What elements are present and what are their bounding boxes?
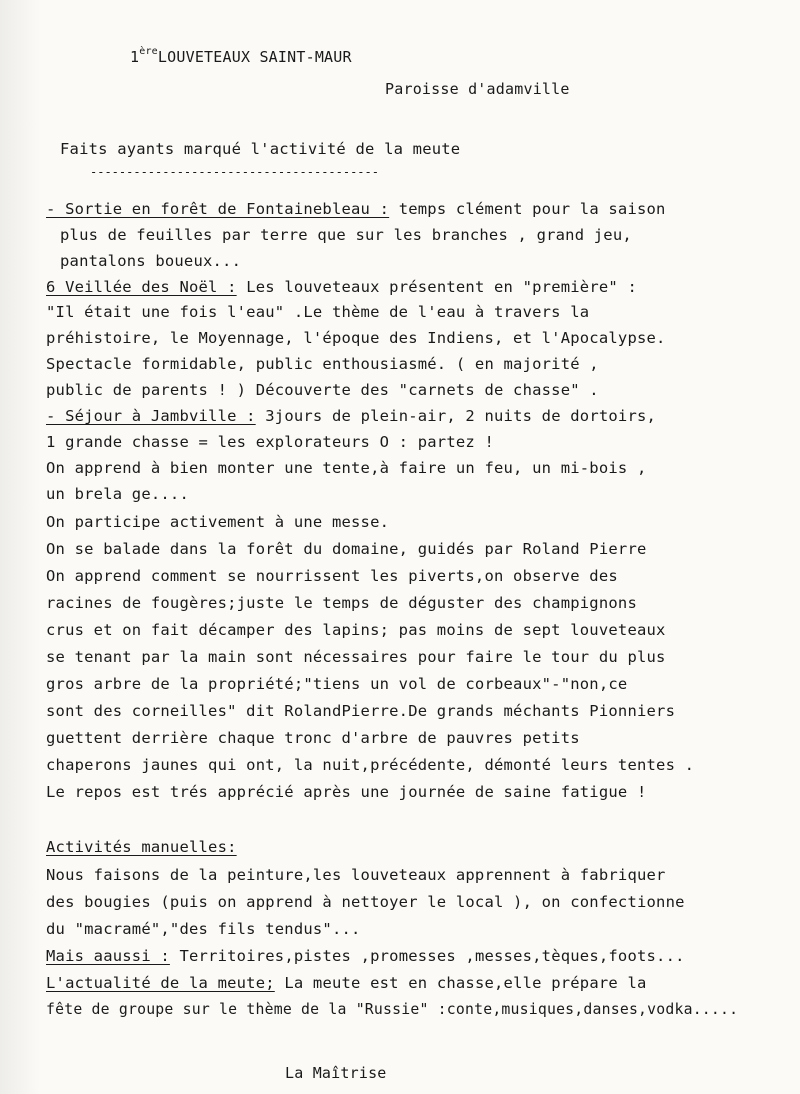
fontainebleau-line-3: pantalons boueux... bbox=[60, 252, 242, 270]
jambville-line-6: On se balade dans la forêt du domaine, guidés par Roland Pierre bbox=[46, 540, 647, 558]
manuelles-line-1: Nous faisons de la peinture,les louveteaux apprennent à fabriquer bbox=[46, 866, 666, 884]
signature: La Maîtrise bbox=[285, 1064, 387, 1082]
jambville-line-4: un brela ge.... bbox=[46, 485, 189, 503]
jambville-line-15: Le repos est trés apprécié après une journée de saine fatigue ! bbox=[46, 783, 647, 801]
jambville-line-5: On participe activement à une messe. bbox=[46, 513, 390, 531]
actualite-line-2: fête de groupe sur le thème de la "Russie" :conte,musiques,danses,vodka..... bbox=[46, 1001, 739, 1018]
jambville-line-1: - Séjour à Jambville : 3jours de plein-air, 2 nuits de dortoirs, bbox=[46, 407, 657, 425]
jambville-line-13: guettent derrière chaque tronc d'arbre de pauvres petits bbox=[46, 729, 580, 747]
noel-line-1: 6 Veillée des Noël : Les louveteaux présentent en "première" : bbox=[46, 278, 637, 296]
jambville-line-3: On apprend à bien monter une tente,à faire un feu, un mi-bois , bbox=[46, 459, 647, 477]
jambville-line-14: chaperons jaunes qui ont, la nuit,précédente, démonté leurs tentes . bbox=[46, 756, 695, 774]
jambville-line-7: On apprend comment se nourrissent les piverts,on observe des bbox=[46, 567, 618, 585]
title-divider: ---------------------------------------- bbox=[90, 165, 379, 179]
section-heading-actualite: L'actualité de la meute; bbox=[46, 974, 275, 992]
jambville-line-9: crus et on fait décamper des lapins; pas moins de sept louveteaux bbox=[46, 621, 666, 639]
document-title: Faits ayants marqué l'activité de la meute bbox=[60, 140, 461, 158]
section-heading-fontainebleau: - Sortie en forêt de Fontainebleau : bbox=[46, 200, 390, 218]
section-heading-aussi: Mais aaussi : bbox=[46, 947, 170, 965]
jambville-line-2: 1 grande chasse = les explorateurs O : partez ! bbox=[46, 433, 494, 451]
noel-line-4: Spectacle formidable, public enthousiasmé. ( en majorité , bbox=[46, 355, 599, 373]
parish-name: Paroisse d'adamville bbox=[385, 80, 570, 98]
binding-shadow bbox=[0, 0, 40, 1094]
organization-name: 1èreLOUVETEAUX SAINT-MAUR bbox=[130, 46, 352, 66]
aussi-line: Mais aaussi : Territoires,pistes ,promesses ,messes,tèques,foots... bbox=[46, 947, 685, 965]
actualite-line-1: L'actualité de la meute; La meute est en chasse,elle prépare la bbox=[46, 974, 647, 992]
noel-line-5: public de parents ! ) Découverte des "carnets de chasse" . bbox=[46, 381, 599, 399]
section-heading-manuelles: Activités manuelles: bbox=[46, 838, 237, 856]
jambville-line-12: sont des corneilles" dit RolandPierre.De grands méchants Pionniers bbox=[46, 702, 676, 720]
section-heading-jambville: - Séjour à Jambville : bbox=[46, 407, 256, 425]
jambville-line-10: se tenant par la main sont nécessaires pour faire le tour du plus bbox=[46, 648, 666, 666]
noel-line-3: préhistoire, le Moyennage, l'époque des Indiens, et l'Apocalypse. bbox=[46, 329, 666, 347]
manuelles-line-3: du "macramé","des fils tendus"... bbox=[46, 920, 361, 938]
jambville-line-8: racines de fougères;juste le temps de déguster des champignons bbox=[46, 594, 637, 612]
fontainebleau-line-1: - Sortie en forêt de Fontainebleau : temps clément pour la saison bbox=[46, 200, 666, 218]
noel-line-2: "Il était une fois l'eau" .Le thème de l'eau à travers la bbox=[46, 303, 590, 321]
fontainebleau-line-2: plus de feuilles par terre que sur les branches , grand jeu, bbox=[60, 226, 632, 244]
jambville-line-11: gros arbre de la propriété;"tiens un vol de corbeaux"-"non,ce bbox=[46, 675, 628, 693]
section-heading-noel: 6 Veillée des Noël : bbox=[46, 278, 237, 296]
manuelles-line-2: des bougies (puis on apprend à nettoyer le local ), on confectionne bbox=[46, 893, 685, 911]
